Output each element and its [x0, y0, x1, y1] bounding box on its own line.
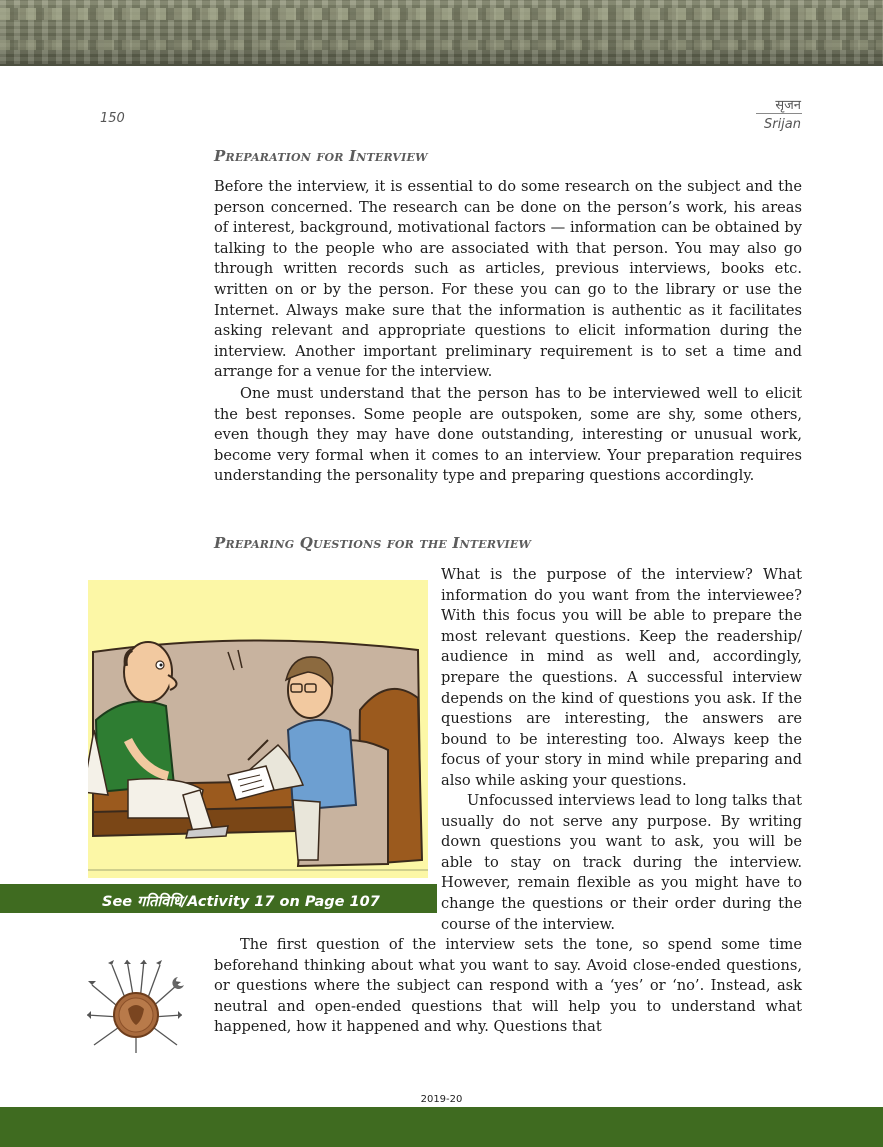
book-title-english: Srijan — [763, 117, 801, 132]
footer-bar — [0, 1107, 883, 1147]
footer-year: 2019-20 — [420, 1094, 463, 1105]
paragraph: What is the purpose of the interview? What information do you want from the interviewee? With this focus you will be able to prepare the most relevant questions. Keep the readership/ audience in mind as well and, accordingly, prepare the questions. A successful interview depends on the kind of questions you ask. If the questions are interesting, the answers are bound to be interesting too. Always keep the focus of your story in mind while preparing and also while asking your questions. — [441, 566, 802, 789]
paragraph: The first question of the interview sets the tone, so spend some time beforehand thinking about what you want to say. Avoid close-ended questions, or questions where the subject can respond with a ‘yes’ or ‘no’. Instead, ask neutral and open-ended questions that will help you to understand what happened, how it happened and why. Questions that — [214, 936, 802, 1036]
activity-reference-note: See गतिविधि/Activity 17 on Page 107 — [102, 894, 380, 910]
paragraph: Unfocussed interviews lead to long talks that usually do not serve any purpose. By writing down questions you want to ask, you will be able to stay on track during the interview. However, remain flexible as you might have to change the questions or their order during the course of the interview. — [441, 792, 802, 933]
sun-coin-icon — [82, 955, 192, 1055]
section-heading-preparing-questions: Preparing Questions for the Interview — [214, 534, 532, 552]
decorative-banner — [0, 0, 883, 66]
book-title-hindi: सृजन — [775, 98, 801, 113]
section-heading-preparation: Preparation for Interview — [214, 147, 428, 165]
page-number: 150 — [100, 111, 125, 126]
paragraph: One must understand that the person has to be interviewed well to elicit the best reponses. Some people are outspoken, some are shy, some others, even though they may have done outstanding, interesting or unusual work, become very formal when it comes to an interview. Your preparation requires understanding the personality type and preparing questions accordingly. — [214, 385, 802, 485]
paragraph: Before the interview, it is essential to do some research on the subject and the person concerned. The research can be done on the person’s work, his areas of interest, background, motivational factors — information can be obtained by talking to the people who are associated with that person. You may also go through written records such as articles, previous interviews, books etc. written on or by the person. For these you can go to the library or use the Internet. Always make sure that the information is authentic as it facilitates asking relevant and appropriate questions to elicit information during the interview. Another important preliminary requirement is to set a time and arrange for a venue for the interview. — [214, 178, 802, 381]
interview-cartoon-illustration — [88, 580, 428, 878]
book-title-divider — [756, 113, 802, 114]
